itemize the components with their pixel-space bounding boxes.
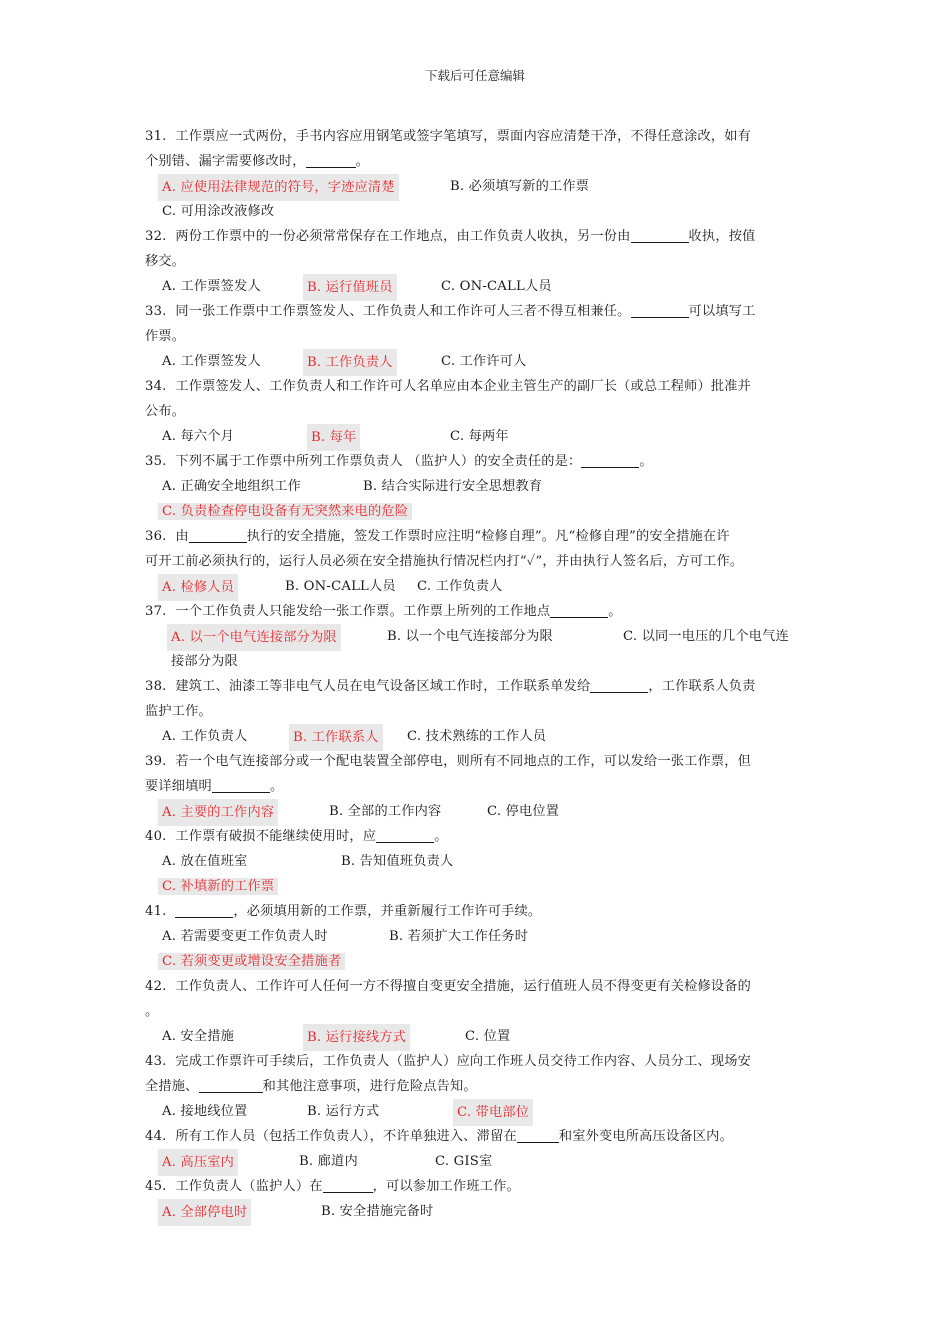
options-36 [145, 574, 810, 599]
answer-blank [581, 452, 639, 468]
option-b-correct: B. 运行接线方式 [303, 1024, 410, 1051]
question-37: 37. 一个工作负责人只能发给一张工作票。工作票上所列的工作地点 。 [145, 604, 622, 619]
option-c: C. 位置 [465, 1029, 511, 1044]
options-41-c [145, 949, 810, 974]
option-b-correct: B. 每年 [307, 424, 360, 451]
option-b-correct: B. 工作联系人 [289, 724, 383, 751]
option-a-correct: A. 主要的工作内容 [158, 799, 278, 826]
question-41: 41. ，必须填用新的工作票，并重新履行工作许可手续。 [145, 904, 542, 919]
question-list [145, 124, 810, 1224]
option-a: A. 正确安全地组织工作 [162, 479, 301, 494]
options-31-c [145, 199, 810, 224]
page-header: 下载后可任意编辑 [424, 68, 525, 83]
question-38: 38. 建筑工、油漆工等非电气人员在电气设备区域工作时，工作联系单发给 ，工作联系人负责 [145, 679, 756, 694]
options-37-cont: 接部分为限 [171, 654, 238, 669]
question-39-cont: 要详细填明 。 [145, 779, 284, 794]
option-a: A. 工作票签发人 [162, 279, 261, 294]
answer-blank [306, 152, 356, 168]
answer-blank [199, 1077, 263, 1093]
option-c-correct: C. 补填新的工作票 [158, 878, 278, 895]
answer-blank [631, 227, 689, 243]
question-44: 44. 所有工作人员（包括工作负责人），不许单独进入、滞留在 和室外变电所高压设备区内。 [145, 1129, 733, 1144]
option-a: A. 放在值班室 [162, 854, 248, 869]
options-35 [145, 474, 810, 499]
options-31 [145, 174, 810, 199]
question-43: 43. 完成工作票许可手续后，工作负责人（监护人）应向工作班人员交待工作内容、人员分工、现场安 [145, 1054, 752, 1069]
option-a-correct: A. 以一个电气连接部分为限 [167, 624, 341, 651]
options-37 [145, 624, 810, 649]
answer-blank [631, 302, 689, 318]
option-c-correct: C. 带电部位 [453, 1099, 533, 1126]
option-c: C. 每两年 [450, 429, 509, 444]
question-39: 39. 若一个电气连接部分或一个配电装置全部停电，则所有不同地点的工作，可以发给一张工作票，但 [145, 754, 752, 769]
option-c: C. 工作许可人 [441, 354, 527, 369]
question-38-cont: 监护工作。 [145, 704, 212, 719]
option-c: C. 工作负责人 [417, 579, 503, 594]
answer-blank [517, 1127, 559, 1143]
option-c: C. GIS室 [435, 1154, 493, 1169]
option-b-correct: B. 工作负责人 [303, 349, 397, 376]
options-41 [145, 924, 810, 949]
question-33: 33. 同一张工作票中工作票签发人、工作负责人和工作许可人三者不得互相兼任。 可以填写工 [145, 304, 756, 319]
question-34-cont: 公布。 [145, 404, 186, 419]
option-c: C. 技术熟练的工作人员 [407, 729, 547, 744]
question-32-cont: 移交。 [145, 254, 186, 269]
option-a: A. 安全措施 [162, 1029, 235, 1044]
question-31: 31. 工作票应一式两份，手书内容应用钢笔或签字笔填写，票面内容应清楚干净，不得任意涂改，如有 [145, 129, 752, 144]
options-40 [145, 849, 810, 874]
option-b: B. 运行方式 [307, 1104, 380, 1119]
answer-blank [189, 527, 247, 543]
question-31-cont: 个别错、漏字需要修改时， 。 [145, 154, 370, 169]
option-b: B. 全部的工作内容 [329, 804, 442, 819]
answer-blank [590, 677, 648, 693]
option-a-correct: A. 高压室内 [158, 1149, 238, 1176]
answer-blank [376, 827, 434, 843]
options-44 [145, 1149, 810, 1174]
option-c: C. 可用涂改液修改 [162, 204, 275, 219]
option-a: A. 接地线位置 [162, 1104, 248, 1119]
answer-blank [212, 777, 270, 793]
option-a: A. 工作票签发人 [162, 354, 261, 369]
option-b-correct: B. 运行值班员 [303, 274, 397, 301]
option-a-correct: A. 检修人员 [158, 574, 238, 601]
question-40: 40. 工作票有破损不能继续使用时，应 。 [145, 829, 448, 844]
question-36-cont: 可开工前必须执行的，运行人员必须在安全措施执行情况栏内打“✓”，并由执行人签名后，方可工作。 [145, 554, 744, 569]
option-c-correct: C. 若须变更或增设安全措施者 [158, 953, 345, 970]
answer-blank [323, 1177, 373, 1193]
option-a: A. 工作负责人 [162, 729, 248, 744]
option-a-correct: A. 全部停电时 [158, 1199, 251, 1226]
question-34: 34. 工作票签发人、工作负责人和工作许可人名单应由本企业主管生产的副厂长（或总工程师）批准并 [145, 379, 752, 394]
question-32: 32. 两份工作票中的一份必须常常保存在工作地点，由工作负责人收执，另一份由 收执，按值 [145, 229, 756, 244]
option-a: A. 每六个月 [162, 429, 235, 444]
question-42: 42. 工作负责人、工作许可人任何一方不得擅自变更安全措施，运行值班人员不得变更有关检修设备的 [145, 979, 752, 994]
option-b: B. 廊道内 [299, 1154, 358, 1169]
option-b: B. 必须填写新的工作票 [450, 179, 590, 194]
option-b: B. 以一个电气连接部分为限 [387, 629, 553, 644]
options-45 [145, 1199, 810, 1224]
option-b: B. 安全措施完备时 [321, 1204, 434, 1219]
option-b: B. 结合实际进行安全思想教育 [363, 479, 543, 494]
question-43-cont: 全措施、 和其他注意事项，进行危险点告知。 [145, 1079, 477, 1094]
question-33-cont: 作票。 [145, 329, 186, 344]
options-33 [145, 349, 810, 374]
options-38 [145, 724, 810, 749]
option-a-correct: A. 应使用法律规范的符号，字迹应清楚 [158, 174, 399, 201]
answer-blank [550, 602, 608, 618]
option-c: C. 以同一电压的几个电气连 [623, 629, 789, 644]
options-32 [145, 274, 810, 299]
options-42 [145, 1024, 810, 1049]
question-42-cont: 。 [145, 1004, 159, 1019]
options-40-c [145, 874, 810, 899]
option-b: B. 告知值班负责人 [341, 854, 454, 869]
question-35: 35. 下列不属于工作票中所列工作票负责人 （监护人）的安全责任的是： 。 [145, 454, 653, 469]
option-c-correct: C. 负责检查停电设备有无突然来电的危险 [158, 503, 412, 520]
option-c: C. ON-CALL人员 [441, 279, 552, 294]
question-45: 45. 工作负责人（监护人）在 ，可以参加工作班工作。 [145, 1179, 520, 1194]
answer-blank [175, 902, 233, 918]
options-43 [145, 1099, 810, 1124]
option-c: C. 停电位置 [487, 804, 560, 819]
options-34 [145, 424, 810, 449]
option-b: B. 若须扩大工作任务时 [389, 929, 529, 944]
question-36: 36. 由 执行的安全措施，签发工作票时应注明“检修自理”。凡“检修自理”的安全措施在许 [145, 529, 730, 544]
options-35-c [145, 499, 810, 524]
option-a: A. 若需要变更工作负责人时 [162, 929, 328, 944]
options-39 [145, 799, 810, 824]
option-b: B. ON-CALL人员 [285, 579, 396, 594]
